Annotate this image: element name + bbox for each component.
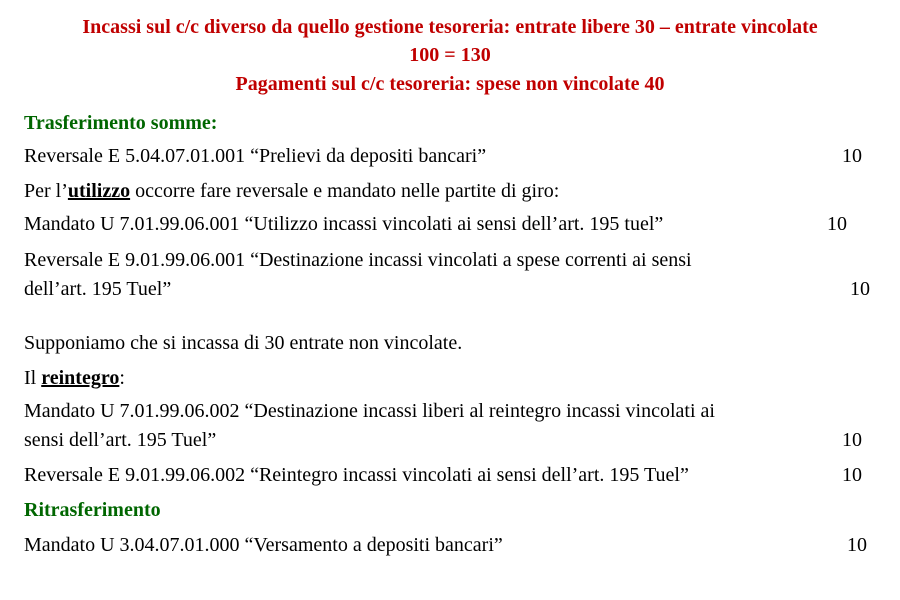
usage-line	[24, 178, 559, 204]
reintegration-label-word: reintegro	[41, 367, 120, 389]
transfer-entry-3-text-line-1: Reversale E 9.01.99.06.001 “Destinazione incassi vincolati a spese correnti ai sensi	[24, 249, 692, 271]
retransfer-heading: Ritrasferimento	[24, 499, 161, 521]
header-line-3: Pagamenti sul c/c tesoreria: spese non vincolate 40	[235, 73, 665, 95]
reintegration-label	[24, 365, 125, 391]
reintegration-entry-1-amount: 10	[842, 429, 862, 451]
transfer-heading: Trasferimento somme:	[24, 112, 218, 134]
reintegration-label-pre: Il	[24, 367, 42, 389]
usage-post: occorre fare reversale e mandato nelle partite di giro:	[130, 180, 560, 202]
usage-pre: Per l’	[24, 180, 68, 202]
transfer-entry-2-amount: 10	[827, 213, 847, 235]
reintegration-label-post: :	[119, 367, 125, 389]
reintegration-intro: Supponiamo che si incassa di 30 entrate non vincolate.	[24, 332, 463, 354]
header-line-2: 100 = 130	[409, 44, 491, 66]
transfer-entry-1-amount: 10	[842, 145, 862, 167]
transfer-entry-3-amount: 10	[850, 278, 870, 300]
usage-word: utilizzo	[67, 180, 131, 202]
transfer-entry-2-text: Mandato U 7.01.99.06.001 “Utilizzo incassi vincolati ai sensi dell’art. 195 tuel”	[24, 213, 664, 235]
reintegration-entry-2-amount: 10	[842, 464, 862, 486]
transfer-entry-1-text: Reversale E 5.04.07.01.001 “Prelievi da depositi bancari”	[24, 145, 487, 167]
reintegration-entry-1-text-line-2: sensi dell’art. 195 Tuel”	[24, 429, 217, 451]
header-line-1: Incassi sul c/c diverso da quello gestione tesoreria: entrate libere 30 – entrate vincolate	[82, 16, 818, 38]
reintegration-entry-1-text-line-1: Mandato U 7.01.99.06.002 “Destinazione incassi liberi al reintegro incassi vincolati ai	[24, 400, 715, 422]
retransfer-entry-1-amount: 10	[847, 534, 867, 556]
retransfer-entry-1-text: Mandato U 3.04.07.01.000 “Versamento a depositi bancari”	[24, 534, 503, 556]
transfer-entry-3-text-line-2: dell’art. 195 Tuel”	[24, 278, 172, 300]
reintegration-entry-2-text: Reversale E 9.01.99.06.002 “Reintegro incassi vincolati ai sensi dell’art. 195 Tuel”	[24, 464, 689, 486]
